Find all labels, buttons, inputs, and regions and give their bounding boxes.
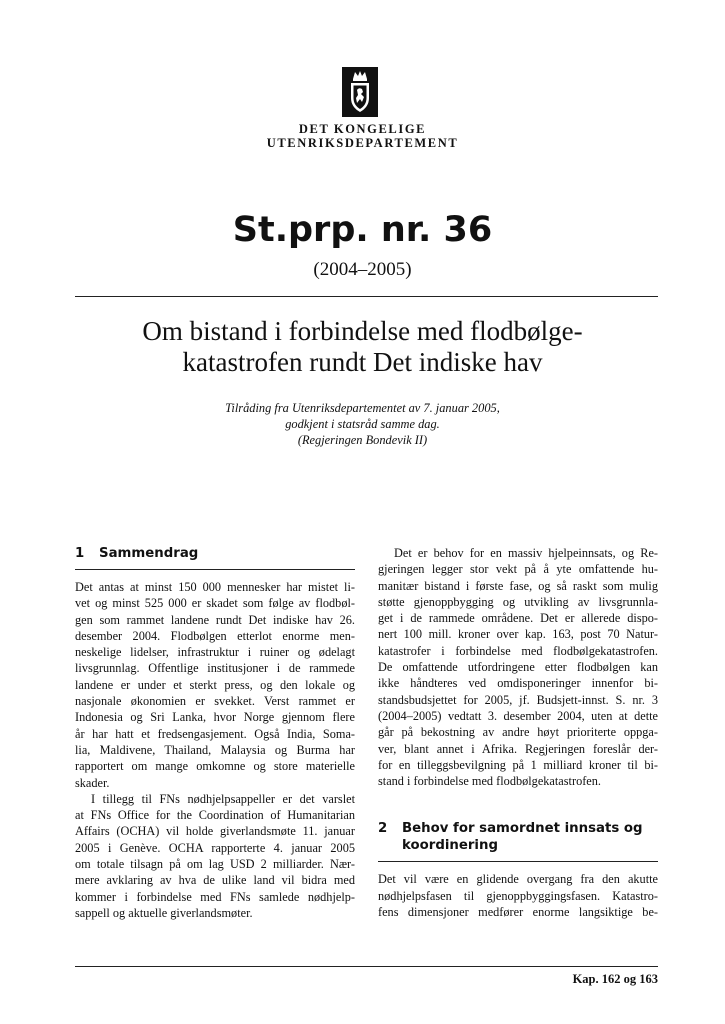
body-line: landene er under et sterkt press, og den lokale og <box>75 677 355 692</box>
body-line: manitær bistand i første fase, og så raskt som mulig <box>378 578 658 593</box>
section-1-body <box>75 579 355 921</box>
body-line: De omfattende utfordringene etter flodbølgen kan <box>378 660 658 675</box>
right-column-body <box>378 545 658 789</box>
approval-line: Tilråding fra Utenriksdepartementet av 7. januar 2005, <box>225 401 500 415</box>
body-line: nert 100 mill. kroner over kap. 163, post 70 Natur- <box>378 627 658 642</box>
body-line: get i de rammede områdene. Det er allerede dispo- <box>378 611 658 626</box>
right-column <box>378 545 658 920</box>
section-1-title: Sammendrag <box>99 546 199 561</box>
body-line: Det vil være en glidende overgang fra den akutte <box>378 872 658 887</box>
section-2-title-line: koordinering <box>402 838 498 854</box>
body-line: Det antas at minst 150 000 mennesker har mistet li- <box>75 580 355 594</box>
body-line: nødhjelpsfasen til gjenoppbyggingsfasen. Katastro- <box>378 888 658 903</box>
section-2-title-line: Behov for samordnet innsats og <box>402 821 643 837</box>
section-2-heading <box>378 820 658 854</box>
body-line: lia, Maldivene, Thailand, Malaysia og Burma har <box>75 742 355 757</box>
body-line: nasjonale økonomien er svekket. Verst rammet er <box>75 694 355 709</box>
section-2-body <box>378 871 658 920</box>
crown-lion-icon <box>342 67 378 117</box>
body-line: standsbudsjettet for 2005, jf. Budsjett-innst. S. nr. 3 <box>378 692 658 707</box>
section-1-rule <box>75 569 355 570</box>
body-line: år har hatt et fredsengasjement. Også India, Soma- <box>75 726 355 741</box>
body-line: om totale tilsagn på om lag USD 2 milliarder. Nær- <box>75 857 355 872</box>
section-2-number: 2 <box>378 821 388 837</box>
body-line: I tillegg til FNs nødhjelpsappeller er det varslet <box>91 791 355 806</box>
body-line: gen som rammet landene rundt Det indiske hav 26. <box>75 612 355 627</box>
approval-note <box>0 400 725 448</box>
coat-of-arms-logo <box>342 67 378 117</box>
subject-line: katastrofen rundt Det indiske hav <box>182 347 543 377</box>
body-line: stand i forbindelse med flodbølgekatastrofen. <box>378 774 601 789</box>
body-line: vet og minst 525 000 er skadet som følge av flodbøl- <box>75 596 355 611</box>
body-line: Indonesia og Sri Lanka, hvor Norge gjennom flere <box>75 710 355 725</box>
body-line: ikke håndteres ved omdisponeringer innenfor bi- <box>378 676 658 691</box>
body-line: for en tilleggsbevilgning på 1 milliard kroner til bi- <box>378 757 658 772</box>
body-line: sappell og aktuelle giverlandsmøter. <box>75 905 253 920</box>
section-1-heading <box>75 545 355 562</box>
subject-line: Om bistand i forbindelse med flodbølge- <box>142 316 583 346</box>
body-line: skader. <box>75 775 110 790</box>
left-column <box>75 545 355 921</box>
document-years: (2004–2005) <box>313 259 412 280</box>
bottom-divider <box>75 966 658 967</box>
body-line: støtte gjenoppbygging og utvikling av livsgrunnla- <box>378 594 658 609</box>
body-line: Det er behov for en massiv hjelpeinnsats, og Re- <box>394 546 658 560</box>
body-line: neskelige lidelser, infrastruktur i ruiner og ødelagt <box>75 645 355 660</box>
body-line: katastrofer i forbindelse med flodbølgekatastrofen. <box>378 643 658 658</box>
body-line: fens dimensjoner medfører enorme langsiktige be- <box>378 905 658 920</box>
body-line: ver, blant annet i Afrika. Regjeringen foreslår der- <box>378 741 658 756</box>
ministry-name-line-1: DET KONGELIGE <box>298 122 427 136</box>
section-1-number: 1 <box>75 546 85 561</box>
approval-line: (Regjeringen Bondevik II) <box>297 433 428 447</box>
approval-line: godkjent i statsråd samme dag. <box>285 417 440 431</box>
body-line: kommer i forbindelse med FNs samlede nødhjelp- <box>75 889 355 904</box>
body-line: livsgrunnlag. Offentlige institusjoner i de rammede <box>75 661 355 676</box>
body-line: går på bekostning av andre høyt prioriterte oppga- <box>378 725 658 740</box>
body-line: Affairs (OCHA) vil holde giverlandsmøte 11. januar <box>75 824 355 839</box>
document-title: St.prp. nr. 36 <box>232 210 493 250</box>
body-line: mere avklaring av hva de ulike land vil bidra med <box>75 873 355 888</box>
top-divider <box>75 296 658 297</box>
body-line: gjeringen legger stor vekt på å yte omfattende hu- <box>378 562 658 577</box>
chapter-footer: Kap. 162 og 163 <box>572 972 658 986</box>
body-line: at FNs Office for the Coordination of Humanitarian <box>75 808 355 823</box>
document-subject <box>60 316 665 378</box>
body-line: desember 2004. Flodbølgen etterlot enorme men- <box>75 628 355 643</box>
body-line: rapportert om mange omkomne og store materielle <box>75 759 355 774</box>
ministry-name-line-2: UTENRIKSDEPARTEMENT <box>266 136 459 150</box>
body-line: 2005 i Genève. OCHA rapporterte 4. januar 2005 <box>75 840 355 855</box>
section-2-rule <box>378 861 658 862</box>
body-line: (2004–2005) vedtatt 3. desember 2004, uten at dette <box>378 708 658 723</box>
